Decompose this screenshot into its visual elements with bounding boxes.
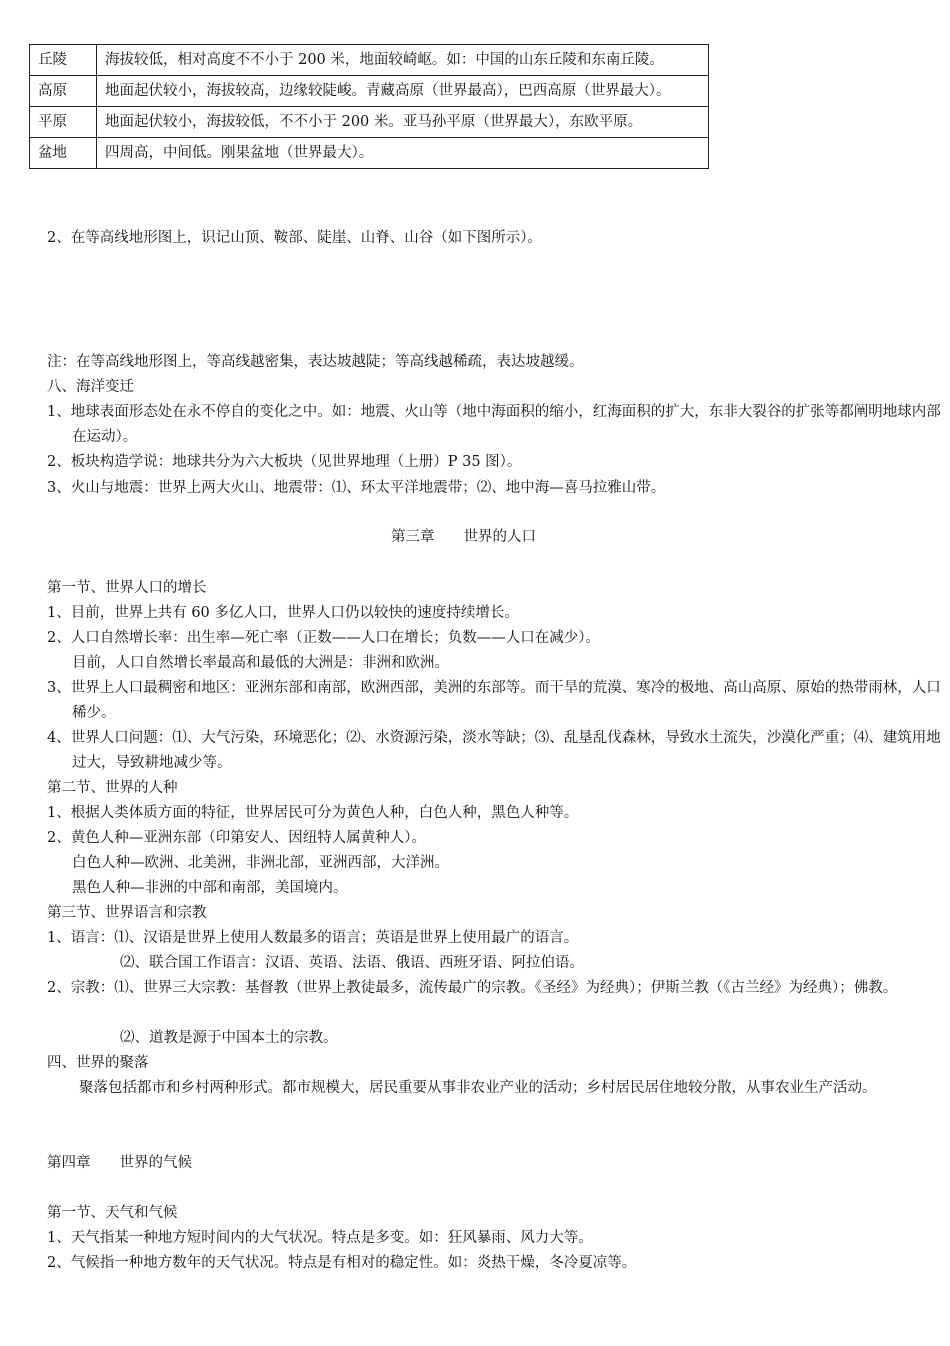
landform-description: 地面起伏较小，海拔较高，边缘较陡峻。青藏高原（世界最高），巴西高原（世界最大）。 bbox=[97, 76, 709, 107]
section-heading: 四、世界的聚落 bbox=[47, 1055, 149, 1071]
table-row bbox=[30, 138, 709, 169]
paragraph: 聚落包括都市和乡村两种形式。都市规模大，居民重要从事非农业产业的活动；乡村居民居住地较分散，从事农业生产活动。 bbox=[79, 1080, 877, 1096]
paragraph: 4、世界人口问题：⑴、大气污染，环境恶化；⑵、水资源污染，淡水等缺；⑶、乱垦乱伐森林，导致水土流失，沙漠化严重；⑷、建筑用地过大，导致耕地减少等。 bbox=[47, 730, 941, 771]
chapter-title: 第四章 世界的气候 bbox=[47, 1155, 192, 1171]
paragraph: 白色人种—欧洲、北美洲，非洲北部，亚洲西部，大洋洲。 bbox=[72, 855, 449, 871]
table-row bbox=[30, 107, 709, 138]
landform-term: 丘陵 bbox=[30, 45, 97, 76]
table-row bbox=[30, 45, 709, 76]
landform-description: 海拔较低，相对高度不不小于 200 米，地面较崎岖。如：中国的山东丘陵和东南丘陵。 bbox=[97, 45, 709, 76]
paragraph: 2、在等高线地形图上，识记山顶、鞍部、陡崖、山脊、山谷（如下图所示）。 bbox=[47, 230, 542, 246]
section-heading: 第二节、世界的人种 bbox=[47, 780, 178, 796]
paragraph: 1、根据人类体质方面的特征，世界居民可分为黄色人种，白色人种，黑色人种等。 bbox=[47, 805, 579, 821]
landform-term: 盆地 bbox=[30, 138, 97, 169]
note-paragraph: 注：在等高线地形图上，等高线越密集，表达坡越陡；等高线越稀疏，表达坡越缓。 bbox=[47, 354, 584, 370]
chapter-title: 第三章 世界的人口 bbox=[391, 529, 536, 545]
section-heading: 第三节、世界语言和宗教 bbox=[47, 905, 207, 921]
landform-table bbox=[29, 44, 709, 169]
paragraph: 2、宗教：⑴、世界三大宗教：基督教（世界上教徒最多，流传最广的宗教。《圣经》为经典）；伊斯兰教（《古兰经》为经典）；佛教。 bbox=[47, 980, 898, 996]
landform-term: 平原 bbox=[30, 107, 97, 138]
paragraph: 黑色人种—非洲的中部和南部，美国境内。 bbox=[72, 880, 348, 896]
section-heading: 八、海洋变迁 bbox=[47, 379, 134, 395]
paragraph: 1、天气指某一种地方短时间内的大气状况。特点是多变。如：狂风暴雨、风力大等。 bbox=[47, 1230, 593, 1246]
landform-description: 四周高，中间低。刚果盆地（世界最大）。 bbox=[97, 138, 709, 169]
paragraph: 1、语言：⑴、汉语是世界上使用人数最多的语言；英语是世界上使用最广的语言。 bbox=[47, 930, 579, 946]
paragraph: 2、人口自然增长率：出生率—死亡率（正数——人口在增长；负数——人口在减少）。 bbox=[47, 630, 600, 646]
paragraph: 2、黄色人种—亚洲东部（印第安人、因纽特人属黄种人）。 bbox=[47, 830, 426, 846]
landform-term: 高原 bbox=[30, 76, 97, 107]
paragraph: 1、地球表面形态处在永不停自的变化之中。如：地震、火山等（地中海面积的缩小，红海面积的扩大，东非大裂谷的扩张等都阐明地球内部在运动）。 bbox=[47, 404, 941, 445]
paragraph: 2、板块构造学说：地球共分为六大板块（见世界地理（上册）P 35 图）。 bbox=[47, 454, 522, 470]
paragraph: ⑵、联合国工作语言：汉语、英语、法语、俄语、西班牙语、阿拉伯语。 bbox=[120, 955, 584, 971]
table-row bbox=[30, 76, 709, 107]
paragraph: 3、世界上人口最稠密和地区：亚洲东部和南部，欧洲西部，美洲的东部等。而干旱的荒漠、寒冷的极地、高山高原、原始的热带雨林，人口稀少。 bbox=[47, 680, 941, 721]
paragraph: 2、气候指一种地方数年的天气状况。特点是有相对的稳定性。如：炎热干燥，冬冷夏凉等。 bbox=[47, 1255, 637, 1271]
section-heading: 第一节、天气和气候 bbox=[47, 1205, 178, 1221]
section-heading: 第一节、世界人口的增长 bbox=[47, 580, 207, 596]
paragraph: 1、目前，世界上共有 60 多亿人口，世界人口仍以较快的速度持续增长。 bbox=[47, 605, 519, 621]
paragraph: ⑵、道教是源于中国本土的宗教。 bbox=[120, 1030, 338, 1046]
paragraph: 目前，人口自然增长率最高和最低的大洲是：非洲和欧洲。 bbox=[72, 655, 449, 671]
paragraph: 3、火山与地震：世界上两大火山、地震带：⑴、环太平洋地震带；⑵、地中海—喜马拉雅山带。 bbox=[47, 480, 666, 496]
landform-description: 地面起伏较小，海拔较低，不不小于 200 米。亚马孙平原（世界最大），东欧平原。 bbox=[97, 107, 709, 138]
